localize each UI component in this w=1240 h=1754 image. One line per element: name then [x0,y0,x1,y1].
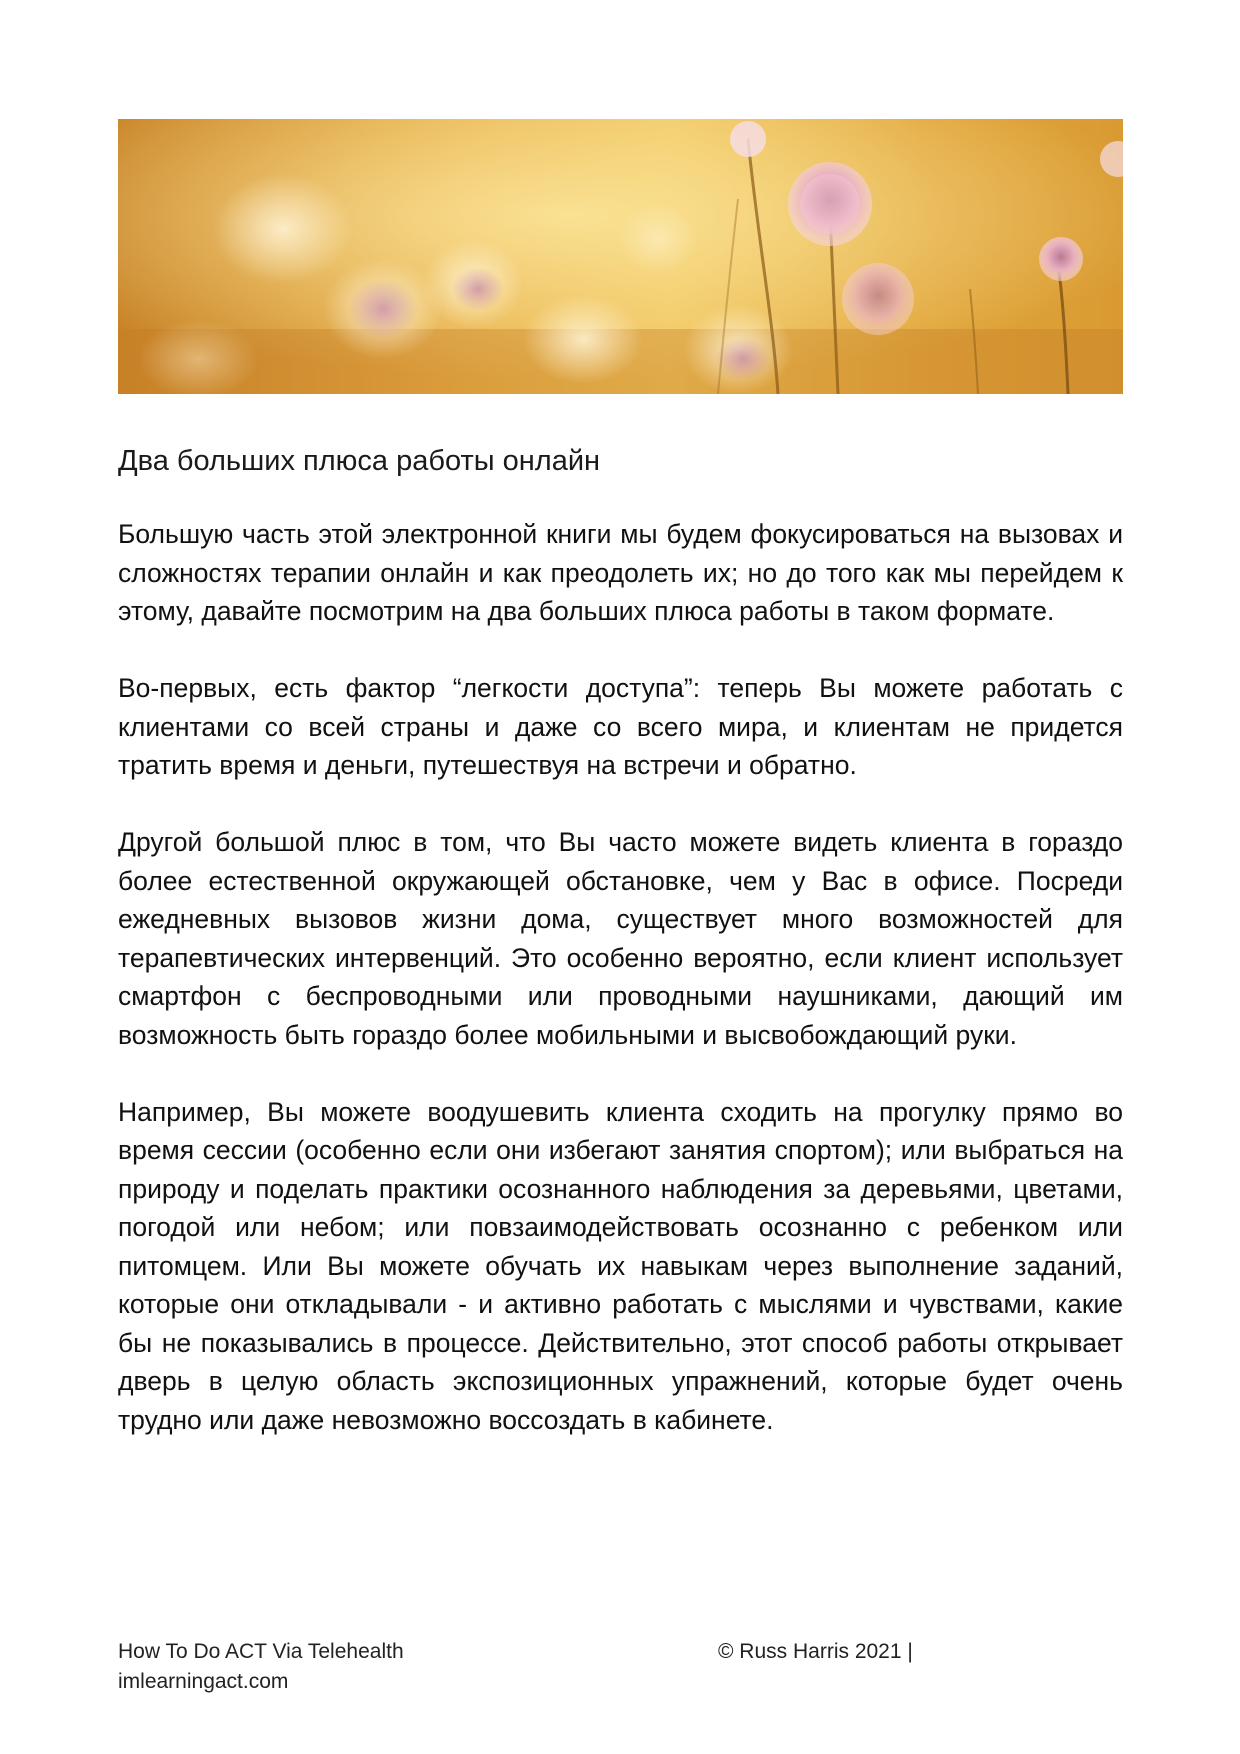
footer-website: imlearningact.com [118,1670,289,1693]
footer-left [118,1637,404,1697]
footer-book-title: How To Do ACT Via Telehealth [118,1640,404,1663]
paragraph: Во-первых, есть фактор “легкости доступа”: теперь Вы можете работать с клиентами со всей страны и даже со всего мира, и клиентам не придется тратить время и деньги, путешествуя на встречи и обратно. [118,673,1123,780]
header-banner-image [118,119,1123,394]
flowers-photo [118,119,1123,394]
paragraph: Большую часть этой электронной книги мы будем фокусироваться на вызовах и сложностях терапии онлайн и как преодолеть их; но до того как мы перейдем к этому, давайте посмотрим на два больших плюса работы в таком формате. [118,519,1123,626]
page-title: Два больших плюса работы онлайн [118,445,601,477]
paragraph: Другой большой плюс в том, что Вы часто можете видеть клиента в гораздо более естественной окружающей обстановке, чем у Вас в офисе. Посреди ежедневных вызовов жизни дома, существует много возможностей для терапевтических интервенций. Это особенно вероятно, если клиент использует смартфон с беспроводными или проводными наушниками, дающий им возможность быть гораздо более мобильными и высвобождающий руки. [118,827,1123,1050]
article-body [118,515,1123,1478]
paragraph: Например, Вы можете воодушевить клиента сходить на прогулку прямо во время сессии (особенно если они избегают занятия спортом); или выбраться на природу и поделать практики осознанного наблюдения за деревьями, цветами, погодой или небом; или повзаимодействовать осознанно с ребенком или питомцем. Или Вы можете обучать их навыкам через выполнение заданий, которые они откладывали - и активно работать с мыслями и чувствами, какие бы не показывались в процессе. Действительно, этот способ работы открывает дверь в целую область экспозиционных упражнений, которые будет очень трудно или даже невозможно воссоздать в кабинете. [118,1096,1123,1435]
footer-copyright: © Russ Harris 2021 | [718,1640,913,1663]
